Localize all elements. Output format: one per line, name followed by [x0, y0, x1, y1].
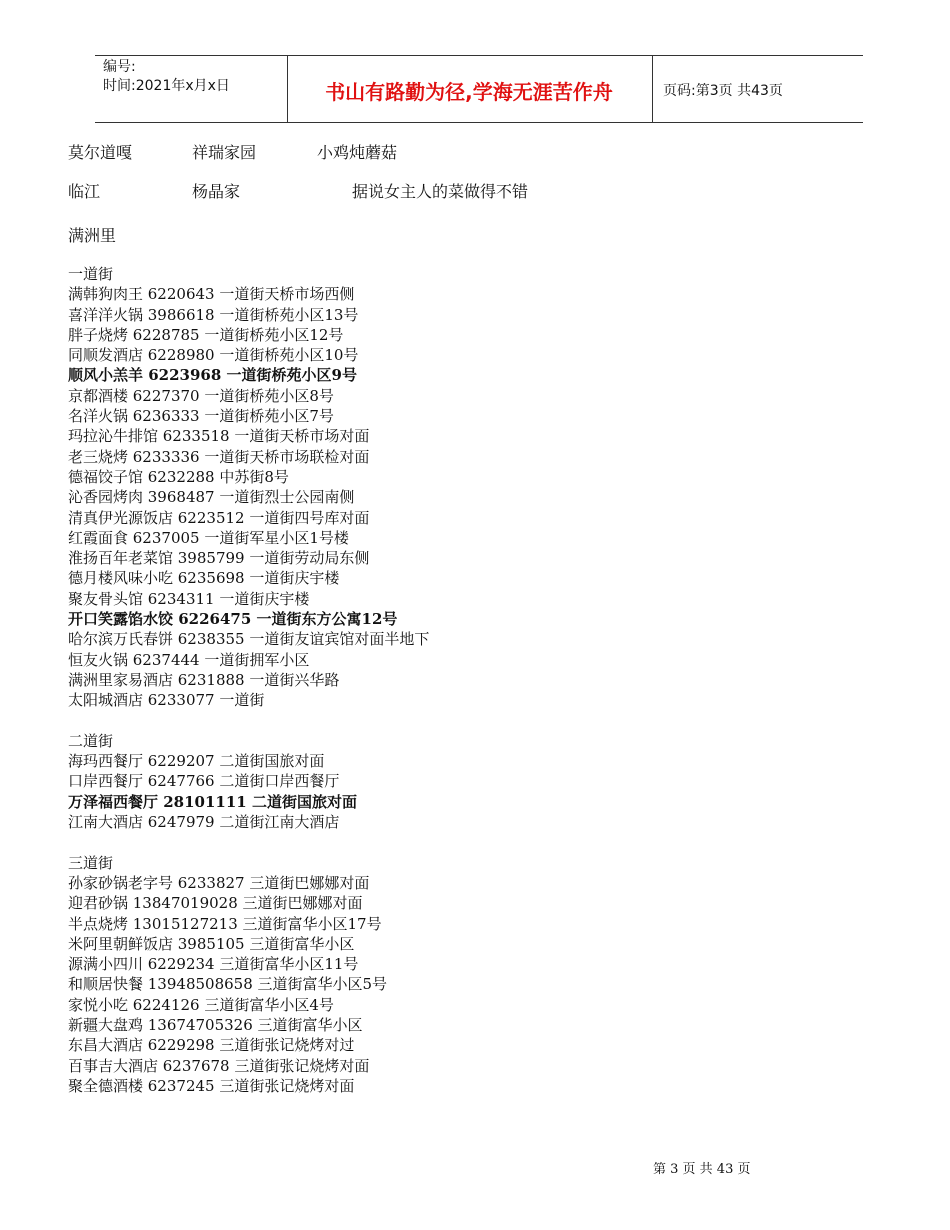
top-row-venue: 杨晶家: [192, 182, 241, 201]
restaurant-entry: 东昌大酒店 6229298 三道街张记烧烤对过: [68, 1036, 355, 1055]
restaurant-listing: [68, 264, 429, 1116]
header-page-info: 页码:第3页 共43页: [663, 83, 783, 99]
restaurant-entry: 清真伊光源饭店 6223512 一道街四号库对面: [68, 508, 370, 527]
restaurant-entry: 江南大酒店 6247979 二道街江南大酒店: [68, 813, 340, 832]
street-title: 二道街: [68, 731, 114, 750]
restaurant-entry: 开口笑露馅水饺 6226475 一道街东方公寓12号: [68, 610, 398, 629]
restaurant-entry: 淮扬百年老菜馆 3985799 一道街劳动局东侧: [68, 549, 370, 568]
restaurant-entry: 迎君砂锅 13847019028 三道街巴娜娜对面: [68, 894, 363, 913]
restaurant-entry: 德福饺子馆 6232288 中苏街8号: [68, 467, 289, 486]
restaurant-entry: 百事吉大酒店 6237678 三道街张记烧烤对面: [68, 1056, 370, 1075]
restaurant-entry: 口岸西餐厅 6247766 二道街口岸西餐厅: [68, 772, 340, 791]
street-title: 三道街: [68, 853, 114, 872]
restaurant-entry: 太阳城酒店 6233077 一道街: [68, 691, 265, 710]
restaurant-entry: 米阿里朝鲜饭店 3985105 三道街富华小区: [68, 934, 355, 953]
restaurant-entry: 同顺发酒店 6228980 一道街桥苑小区10号: [68, 346, 359, 365]
restaurant-entry: 满洲里家易酒店 6231888 一道街兴华路: [68, 670, 340, 689]
top-row-place: 莫尔道嘎: [68, 143, 133, 162]
header-motto: 书山有路勤为径,学海无涯苦作舟: [325, 80, 613, 104]
page-footer: 第 3 页 共 43 页: [653, 1162, 751, 1177]
restaurant-entry: 和顺居快餐 13948508658 三道街富华小区5号: [68, 975, 388, 994]
serial-label: 编号:: [103, 59, 136, 75]
header-meta: [103, 58, 230, 96]
header-divider: [287, 56, 288, 122]
restaurant-entry: 聚友骨头馆 6234311 一道街庆宇楼: [68, 589, 310, 608]
header-divider: [652, 56, 653, 122]
restaurant-entry: 聚全德酒楼 6237245 三道街张记烧烤对面: [68, 1076, 355, 1095]
page-header: [95, 55, 863, 123]
restaurant-entry: 满韩狗肉王 6220643 一道街天桥市场西侧: [68, 285, 355, 304]
restaurant-entry: 名洋火锅 6236333 一道街桥苑小区7号: [68, 407, 334, 426]
restaurant-entry: 新疆大盘鸡 13674705326 三道街富华小区: [68, 1015, 363, 1034]
restaurant-entry: 顺风小羔羊 6223968 一道街桥苑小区9号: [68, 366, 357, 385]
street-section: [68, 853, 429, 1097]
date-label: 时间:2021年x月x日: [103, 78, 230, 94]
top-row-note: 小鸡炖蘑菇: [317, 143, 398, 162]
restaurant-entry: 半点烧烤 13015127213 三道街富华小区17号: [68, 914, 382, 933]
restaurant-entry: 红霞面食 6237005 一道街军星小区1号楼: [68, 528, 349, 547]
restaurant-entry: 喜洋洋火锅 3986618 一道街桥苑小区13号: [68, 305, 359, 324]
restaurant-entry: 玛拉沁牛排馆 6233518 一道街天桥市场对面: [68, 427, 370, 446]
street-section: [68, 731, 429, 832]
top-row-venue: 祥瑞家园: [192, 143, 257, 162]
restaurant-entry: 德月楼风味小吃 6235698 一道街庆宇楼: [68, 569, 340, 588]
city-heading: 满洲里: [68, 226, 117, 245]
restaurant-entry: 孙家砂锅老字号 6233827 三道街巴娜娜对面: [68, 873, 370, 892]
top-row-place: 临江: [68, 182, 101, 201]
restaurant-entry: 家悦小吃 6224126 三道街富华小区4号: [68, 995, 334, 1014]
restaurant-entry: 源满小四川 6229234 三道街富华小区11号: [68, 955, 359, 974]
restaurant-entry: 老三烧烤 6233336 一道街天桥市场联检对面: [68, 447, 370, 466]
restaurant-entry: 沁香园烤肉 3968487 一道街烈士公园南侧: [68, 488, 355, 507]
top-row-note: 据说女主人的菜做得不错: [352, 182, 529, 201]
street-section: [68, 264, 429, 711]
restaurant-entry: 万泽福西餐厅 28101111 二道街国旅对面: [68, 792, 357, 811]
restaurant-entry: 京都酒楼 6227370 一道街桥苑小区8号: [68, 386, 334, 405]
street-title: 一道街: [68, 265, 114, 283]
restaurant-entry: 恒友火锅 6237444 一道街拥军小区: [68, 650, 310, 669]
restaurant-entry: 海玛西餐厅 6229207 二道街国旅对面: [68, 752, 325, 771]
restaurant-entry: 胖子烧烤 6228785 一道街桥苑小区12号: [68, 325, 344, 344]
restaurant-entry: 哈尔滨万氏春饼 6238355 一道街友谊宾馆对面半地下: [68, 630, 430, 649]
